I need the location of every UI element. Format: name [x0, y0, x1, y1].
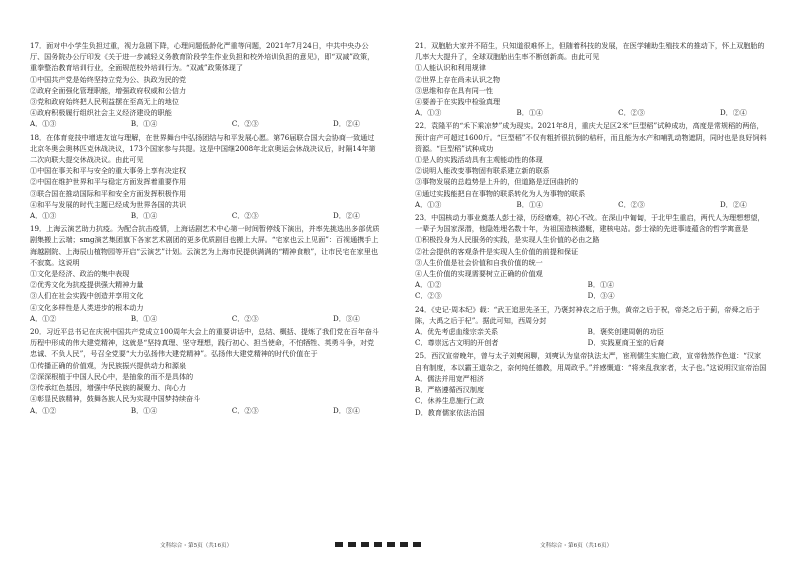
- answer-option[interactable]: A．优先考虑血缘宗亲关系: [415, 327, 499, 337]
- answer-option[interactable]: B．严格遵循西汉制度: [415, 385, 485, 395]
- left-column: [30, 40, 380, 418]
- answer-option[interactable]: B．①④: [130, 211, 158, 221]
- statement-item: ②说明人能改变事物固有联系建立新的联系: [415, 166, 550, 176]
- registration-mark: [335, 542, 343, 547]
- statement-item: ③事物发展的总趋势是上升的，但道路是迂回曲折的: [415, 177, 579, 187]
- answer-option[interactable]: D．教育儒家依法治国: [415, 407, 485, 417]
- answer-options: [415, 107, 767, 118]
- question-stem: 25．西汉宣帝晚年，曾与太子刘奭闲聊，刘奭认为皇帝执法太严，宦刑儒生实施仁政，宣帝勃然作色道：“汉家自有制度，本以霸王道杂之，奈何纯任德教，用周政乎。”并感慨道：“将来乱我家者，太子也。”这说明汉宣帝治国: [415, 351, 767, 372]
- statement-item: ④彰显民族精神，鼓舞各族人民为实现中国梦持续奋斗: [30, 394, 201, 404]
- statement-item: ①传播正确的价值观，为民族振兴提供动力和源泉: [30, 360, 187, 370]
- question-18: [30, 132, 380, 222]
- question-stem: 21．双胞胎大家并不陌生，只知道很难怀上，但随着科技的发展，在医学辅助生殖技术的推动下，怀上双胞胎的几率大大提升了，全球双胞胎出生率不断创新高。由此可见: [415, 41, 765, 62]
- statement-item: ③人们在社会实践中创造并享用文化: [30, 291, 144, 301]
- registration-mark: [413, 542, 421, 547]
- question-23: [415, 212, 767, 302]
- question-21: [415, 40, 767, 118]
- answer-option[interactable]: C．②③: [231, 119, 259, 129]
- answer-option[interactable]: A．儒法并用宽严相济: [415, 373, 484, 383]
- statement-item: ④人生价值的实现需要树立正确的价值观: [415, 269, 543, 279]
- statement-item: ①文化是经济、政治的集中表现: [30, 269, 130, 279]
- answer-option[interactable]: D．实践夏商王室的后裔: [587, 338, 665, 348]
- answer-options: [30, 210, 380, 221]
- statement-item: ④文化多样性是人类进步的根本动力: [30, 302, 144, 312]
- answer-option[interactable]: C．②③: [415, 291, 442, 301]
- right-column: [415, 40, 767, 420]
- answer-option[interactable]: A．①③: [415, 199, 442, 209]
- answer-option[interactable]: B．①④: [130, 405, 158, 415]
- footer-left: 文科综合・第5页（共16页）: [160, 543, 233, 549]
- statement-item: ④要善于在实践中检验真理: [415, 97, 501, 107]
- answer-option[interactable]: A．①③: [415, 108, 442, 118]
- registration-mark: [387, 542, 395, 547]
- statement-item: ①人能认识和利用规律: [415, 63, 486, 73]
- statement-item: ③联合国在推动国际和平和安全方面发挥积极作用: [30, 188, 187, 198]
- statement-item: ④和平与发展的时代主题已经成为世界各国的共识: [30, 199, 187, 209]
- registration-mark: [374, 542, 382, 547]
- statement-item: ②深深根植于中国人民心中，是抽象的而不是具体的: [30, 371, 194, 381]
- answer-option[interactable]: D．③④: [333, 313, 360, 323]
- answer-options: [415, 326, 767, 348]
- answer-option[interactable]: C．②③: [231, 313, 259, 323]
- answer-options: [415, 199, 767, 210]
- question-22: [415, 120, 767, 210]
- registration-mark: [361, 542, 369, 547]
- statement-item: ③思维和存在具有同一性: [415, 85, 494, 95]
- answer-option[interactable]: C．尊崇远古文明的开创者: [415, 338, 499, 348]
- answer-option[interactable]: A．①②: [415, 280, 442, 290]
- statement-item: ③党和政府始终把人民利益摆在至高无上的地位: [30, 97, 179, 107]
- answer-option[interactable]: A．①③: [30, 211, 57, 221]
- statement-item: ①是人的实践活动具有主观能动性的体现: [415, 155, 543, 165]
- statement-item: ③人生价值是社会价值和自我价值的统一: [415, 257, 543, 267]
- answer-option[interactable]: D．③④: [333, 405, 360, 415]
- question-stem: 18．在体育竞技中增进友谊与理解，在世界舞台中弘扬团结与和平发展心愿。第76届联合国大会协商一致通过北京冬奥会奥林匹克休战决议，173个国家参与共提。这是中国继2008年北京奥运会休战决议后，时隔14年第二次向联大提交休战决议。由此可见: [30, 132, 376, 165]
- answer-option[interactable]: C．②③: [231, 211, 259, 221]
- answer-option[interactable]: B．①④: [130, 119, 158, 129]
- registration-mark: [348, 542, 356, 547]
- answer-options: [30, 405, 380, 416]
- answer-option[interactable]: B．①④: [587, 280, 615, 290]
- question-stem: 22．袁隆平的“禾下乘凉梦”成为现实。2021年8月，重庆大足区2米“巨型稻”试种成功，高度是常规稻的两倍，预计亩产可超过1600斤。“巨型稻”不仅有粗折很抗倒的秸秆，而且能为水产和哺乳动物遮阴，同时也是良好饲料资源。“巨型稻”试种成功: [415, 121, 767, 153]
- question-20: [30, 326, 380, 416]
- answer-option[interactable]: B．①④: [516, 199, 544, 209]
- answer-options: [30, 313, 380, 324]
- question-19: [30, 223, 380, 324]
- footer-right: 文科综合・第6页（共16页）: [540, 543, 613, 549]
- answer-option[interactable]: D．②④: [720, 199, 747, 209]
- question-17: [30, 40, 380, 130]
- statement-item: ④政府积极履行组织社会主义经济建设的职能: [30, 108, 172, 118]
- answer-option[interactable]: B．①④: [516, 108, 544, 118]
- statement-item: ②世界上存在尚未认识之物: [415, 74, 501, 84]
- answer-option[interactable]: D．②④: [333, 119, 360, 129]
- answer-option[interactable]: D．②④: [333, 211, 360, 221]
- answer-options: [415, 373, 767, 418]
- statement-item: ①中国共产党是始终坚持立党为公、执政为民的党: [30, 74, 187, 84]
- statement-item: ①积极投身为人民服务的实践，是实现人生价值的必由之路: [415, 235, 600, 245]
- answer-options: [415, 279, 767, 301]
- answer-option[interactable]: C．②③: [618, 108, 645, 118]
- answer-option[interactable]: B．①④: [130, 313, 158, 323]
- answer-option[interactable]: A．①②: [30, 313, 57, 323]
- question-stem: 24．《史记·周本纪》载：“武王追思先圣王，乃褒封神农之后于焦，黄帝之后于祝，帝尧之后于蓟，帝舜之后于陈，大禹之后于杞”。据此可知，西周分封: [415, 304, 760, 325]
- answer-option[interactable]: C．②③: [618, 199, 645, 209]
- answer-options: [30, 118, 380, 129]
- answer-option[interactable]: C．休养生息施行仁政: [415, 396, 485, 406]
- statement-item: ①中国在事关和平与安全的重大事务上享有决定权: [30, 166, 187, 176]
- statement-item: ④通过实践能把自在事物的联系转化为人为事物的联系: [415, 188, 586, 198]
- question-stem: 19．上海云演艺助力抗疫。为配合抗击疫情，上海话剧艺术中心第一时间暂停线下演出，并率先挑选出多部优质剧集搬上云端；smg演艺集团旗下各家艺术剧团的更多优质剧目也搬上大屏。“宅家也云上见面”：百视通携手上海越剧院、上海辰山植物园等开启“云演艺”计划。云演艺为上海市民提供满满的“精神食粮”，让市民宅在家里也不寂寞。这说明: [30, 224, 380, 267]
- answer-option[interactable]: C．②③: [231, 405, 259, 415]
- question-stem: 23．中国核动力事业奠基人彭士禄，历经磨难，初心不改。在深山中匍匐，于北甲生重启，两代人为理想想望，一辈子为国家深潜，他隐姓埋名数十年，为祖国造核潜艇，建核电站。彭士禄的先进事迹蕴含的哲学寓意是: [415, 213, 765, 234]
- statement-item: ②中国在维护世界和平与稳定方面发挥着重要作用: [30, 177, 187, 187]
- answer-option[interactable]: A．①③: [30, 119, 57, 129]
- statement-item: ②政府全面强化管理职能，增强政府权威和公信力: [30, 85, 187, 95]
- statement-item: ③传承红色基因，增强中华民族的凝聚力、向心力: [30, 383, 187, 393]
- registration-mark: [400, 542, 408, 547]
- answer-option[interactable]: B．褒奖创建周朝的功臣: [587, 327, 664, 337]
- answer-option[interactable]: D．②④: [720, 108, 747, 118]
- question-25: [415, 350, 767, 417]
- answer-option[interactable]: A．①②: [30, 405, 57, 415]
- statement-item: ②社会提供的客观条件是实现人生价值的前提和保证: [415, 246, 579, 256]
- question-stem: 17．面对中小学生负担过重，视力急剧下降，心理问题低龄化严重等问题，2021年7月24日，中共中央办公厅、国务院办公厅印发《关于进一步减轻义务教育阶段学生作业负担和校外培训负担的意见》，即“双减”政策，重拳整治教育培训行业，全面规范校外培训行为。“双减”政策体现了: [30, 41, 375, 73]
- question-stem: 20．习近平总书记在庆祝中国共产党成立100周年大会上的重要讲话中，总结、概括、提炼了我们党在百年奋斗历程中形成的伟大建党精神，这就是“坚持真理、坚守理想，践行初心、担当使命，不怕牺牲、英勇斗争，对党忠诚、不负人民”，号召全党要“大力弘扬伟大建党精神”。弘扬伟大建党精神的时代价值在于: [30, 327, 379, 359]
- answer-option[interactable]: D．③④: [587, 291, 615, 301]
- question-24: [415, 304, 767, 349]
- statement-item: ②优秀文化为抗疫提供强大精神力量: [30, 280, 144, 290]
